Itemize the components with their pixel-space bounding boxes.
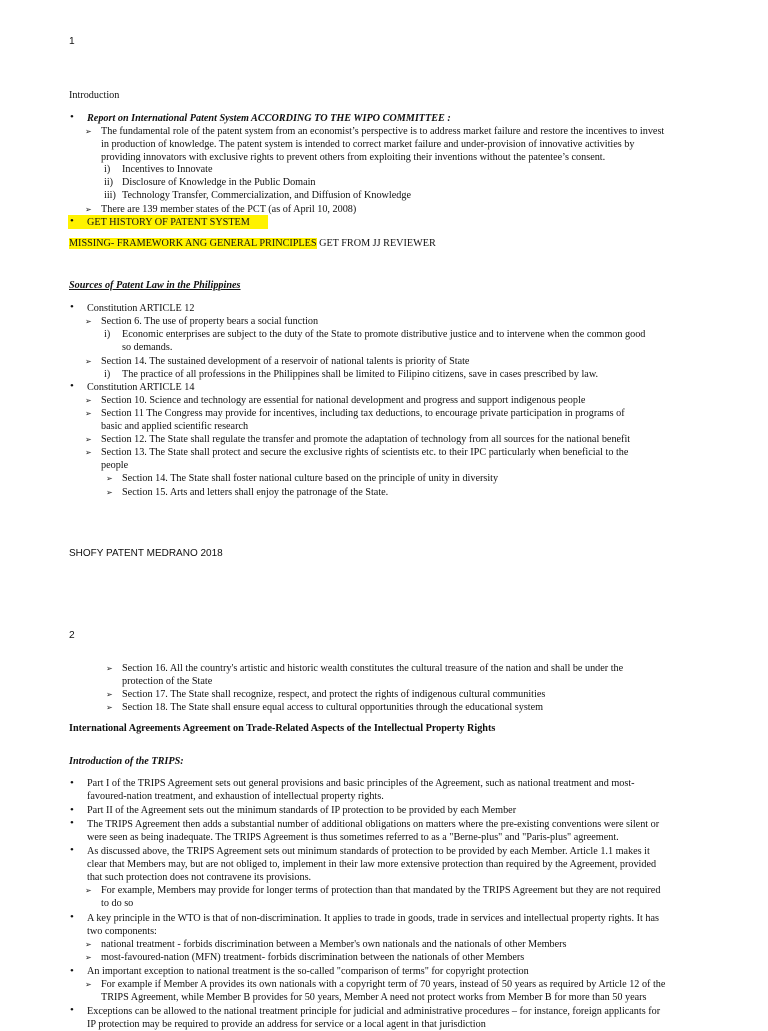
list-item: For example, Members may provide for longer terms of protection than that mandated by the TRIPS Agreement but they are not required xyxy=(101,885,661,896)
page-number: 1 xyxy=(69,36,75,47)
list-item: Section 16. All the country's artistic and historic wealth constitutes the cultural treasure of the nation and shall be under the xyxy=(122,663,624,674)
bullet-icon: • xyxy=(70,380,74,392)
list-item: Economic enterprises are subject to the duty of the State to promote distributive justice and to intervene when the common good xyxy=(122,329,646,340)
list-item: Section 18. The State shall ensure equal access to cultural opportunities through the educational system xyxy=(122,702,544,713)
international-agreements-heading: International Agreements Agreement on Trade-Related Aspects of the Intellectual Property Rights xyxy=(69,723,496,734)
list-item: Section 13. The State shall protect and secure the exclusive rights of scientists etc. to their IPC particularly when beneficial to the xyxy=(101,447,629,458)
bullet-icon: • xyxy=(70,301,74,313)
bullet-icon: • xyxy=(70,844,74,856)
list-item: Section 6. The use of property bears a social function xyxy=(101,316,319,327)
list-item: The practice of all professions in the Philippines shall be limited to Filipino citizens, save in cases prescribed by law. xyxy=(122,369,599,380)
arrow-bullet-icon: ➢ xyxy=(85,953,92,962)
bullet-icon: • xyxy=(70,777,74,789)
arrow-bullet-icon: ➢ xyxy=(85,409,92,418)
arrow-bullet-icon: ➢ xyxy=(106,664,113,673)
list-number: i) xyxy=(104,329,111,340)
list-item: Section 15. Arts and letters shall enjoy the patronage of the State. xyxy=(122,487,389,498)
arrow-bullet-icon: ➢ xyxy=(85,980,92,989)
pct-members: There are 139 member states of the PCT (as of April 10, 2008) xyxy=(101,204,357,215)
list-number: i) xyxy=(104,164,111,175)
bullet-icon: • xyxy=(70,817,74,829)
arrow-bullet-icon: ➢ xyxy=(85,940,92,949)
page-footer: SHOFY PATENT MEDRANO 2018 xyxy=(69,548,223,559)
list-item: most-favoured-nation (MFN) treatment- forbids discrimination between the nationals of other Members xyxy=(101,952,525,963)
list-item: A key principle in the WTO is that of non-discrimination. It applies to trade in goods, trade in services and intellectual property rights. It has xyxy=(87,913,659,924)
report-title: Report on International Patent System ACCORDING TO THE WIPO COMMITTEE : xyxy=(87,113,451,124)
list-item: Disclosure of Knowledge in the Public Domain xyxy=(122,177,316,188)
list-item: Part I of the TRIPS Agreement sets out general provisions and basic principles of the Agreement, such as national treatment and most- xyxy=(87,778,635,789)
page-number: 2 xyxy=(69,630,75,641)
list-item: that such protection does not contravene its provisions. xyxy=(87,872,312,883)
arrow-bullet-icon: ➢ xyxy=(106,690,113,699)
list-item: Section 14. The sustained development of a reservoir of national talents is priority of State xyxy=(101,356,470,367)
list-item: Section 17. The State shall recognize, respect, and protect the rights of indigenous cultural communities xyxy=(122,689,546,700)
arrow-bullet-icon: ➢ xyxy=(85,435,92,444)
missing-note xyxy=(69,237,436,250)
list-item: were seen as being inadequate. The TRIPS Agreement is thus sometimes referred to as a "Berne-plus" and "Paris-plus" agreement. xyxy=(87,832,619,843)
missing-rest: GET FROM JJ REVIEWER xyxy=(316,238,436,249)
arrow-bullet-icon: ➢ xyxy=(85,317,92,326)
list-item: protection of the State xyxy=(122,676,213,687)
list-item: Constitution ARTICLE 12 xyxy=(87,303,195,314)
trips-heading: Introduction of the TRIPS: xyxy=(69,756,184,767)
list-item: An important exception to national treatment is the so-called "comparison of terms" for copyright protection xyxy=(87,966,529,977)
arrow-bullet-icon: ➢ xyxy=(85,357,92,366)
get-history-note: GET HISTORY OF PATENT SYSTEM xyxy=(87,217,250,228)
list-item: to do so xyxy=(101,898,134,909)
arrow-bullet-icon: ➢ xyxy=(106,474,113,483)
role-line: providing innovators with exclusive rights to prevent others from exploiting their inventions without the patentee’s consent. xyxy=(101,152,606,163)
introduction-heading: Introduction xyxy=(69,90,120,101)
missing-highlight: MISSING- FRAMEWORK ANG GENERAL PRINCIPLES xyxy=(69,238,317,249)
sources-heading: Sources of Patent Law in the Philippines xyxy=(69,280,241,291)
bullet-icon: • xyxy=(70,965,74,977)
list-item: Incentives to Innovate xyxy=(122,164,213,175)
bullet-icon: • xyxy=(70,111,74,123)
list-item: national treatment - forbids discrimination between a Member's own nationals and the nationals of other Members xyxy=(101,939,567,950)
bullet-icon: • xyxy=(70,804,74,816)
list-item: Part II of the Agreement sets out the minimum standards of IP protection to be provided by each Member xyxy=(87,805,517,816)
list-item: Section 14. The State shall foster national culture based on the principle of unity in diversity xyxy=(122,473,499,484)
bullet-icon: • xyxy=(70,911,74,923)
arrow-bullet-icon: ➢ xyxy=(85,448,92,457)
list-item: For example if Member A provides its own nationals with a copyright term of 70 years, instead of 50 years as required by Article 12 of the xyxy=(101,979,666,990)
list-item: Section 10. Science and technology are essential for national development and progress and support indigenous people xyxy=(101,395,586,406)
role-line: in production of knowledge. The patent system is intended to correct market failure and under-provision of innovative activities by xyxy=(101,139,635,150)
bullet-icon: • xyxy=(70,1004,74,1016)
arrow-bullet-icon: ➢ xyxy=(85,127,92,136)
list-number: ii) xyxy=(104,177,114,188)
arrow-bullet-icon: ➢ xyxy=(106,488,113,497)
list-number: i) xyxy=(104,369,111,380)
list-item: favoured-nation treatment, and exhaustion of intellectual property rights. xyxy=(87,791,384,802)
list-item: basic and applied scientific research xyxy=(101,421,249,432)
role-line: The fundamental role of the patent system from an economist’s perspective is to address market failure and restore the incentives to invest xyxy=(101,126,665,137)
list-item: Section 11 The Congress may provide for incentives, including tax deductions, to encourage private participation in programs of xyxy=(101,408,625,419)
arrow-bullet-icon: ➢ xyxy=(85,396,92,405)
list-item: Exceptions can be allowed to the national treatment principle for judicial and administrative procedures – for instance, foreign applicants for xyxy=(87,1006,661,1017)
bullet-icon: • xyxy=(70,215,74,227)
list-item: The TRIPS Agreement then adds a substantial number of additional obligations on matters where the pre-existing conventions were silent or xyxy=(87,819,660,830)
list-number: iii) xyxy=(104,190,116,201)
list-item: Section 12. The State shall regulate the transfer and promote the adaptation of technology from all sources for the national benefit xyxy=(101,434,631,445)
list-item: Technology Transfer, Commercialization, and Diffusion of Knowledge xyxy=(122,190,411,201)
arrow-bullet-icon: ➢ xyxy=(85,886,92,895)
list-item: two components: xyxy=(87,926,157,937)
list-item: Constitution ARTICLE 14 xyxy=(87,382,195,393)
arrow-bullet-icon: ➢ xyxy=(106,703,113,712)
list-item: clear that Members may, but are not obliged to, implement in their law more extensive protection than required by the Agreement, provided xyxy=(87,859,657,870)
list-item: so demands. xyxy=(122,342,173,353)
list-item: people xyxy=(101,460,129,471)
arrow-bullet-icon: ➢ xyxy=(85,205,92,214)
list-item: IP protection may be required to provide an address for service or a local agent in that jurisdiction xyxy=(87,1019,486,1030)
list-item: TRIPS Agreement, while Member B provides for 50 years, Member A need not protect works from Member B for more than 50 years xyxy=(101,992,647,1003)
list-item: As discussed above, the TRIPS Agreement sets out minimum standards of protection to be provided by each Member. Article 1.1 makes it xyxy=(87,846,650,857)
